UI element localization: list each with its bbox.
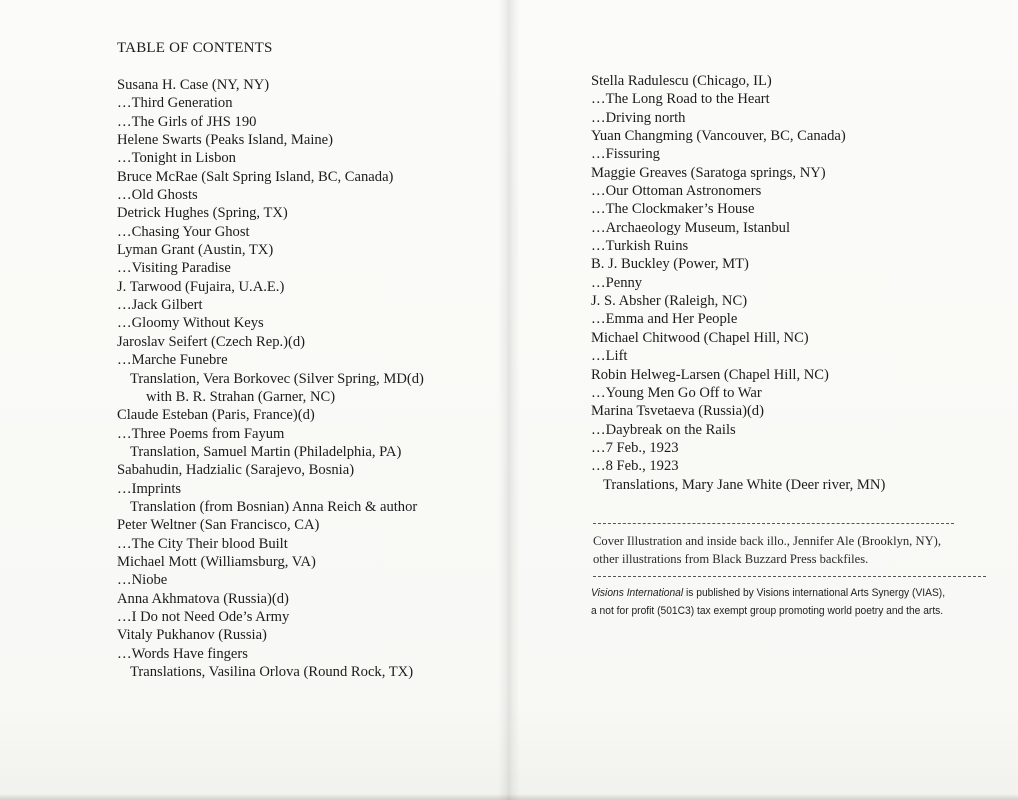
page-bottom-edge [0,794,1018,800]
toc-work-line: …7 Feb., 1923 [591,439,679,456]
toc-work-line: …Chasing Your Ghost [117,223,250,240]
toc-work-line: …Daybreak on the Rails [591,421,736,438]
toc-author-line: Robin Helweg-Larsen (Chapel Hill, NC) [591,366,829,383]
toc-work-line: …The Long Road to the Heart [591,91,770,108]
credits-line-1: Cover Illustration and inside back illo., Jennifer Ale (Brooklyn, NY), [593,534,942,548]
toc-author-line: Peter Weltner (San Francisco, CA) [117,517,320,534]
toc-author-line: Sabahudin, Hadzialic (Sarajevo, Bosnia) [117,462,355,479]
toc-author-line: Stella Radulescu (Chicago, IL) [591,73,772,89]
toc-work-line: …Three Poems from Fayum [117,425,285,442]
toc-work-line: …Jack Gilbert [117,297,203,314]
toc-work-line: …Tonight in Lisbon [117,150,236,167]
illustration-credits [593,533,941,568]
toc-work-line: …The Girls of JHS 190 [117,113,257,130]
toc-author-line: J. Tarwood (Fujaira, U.A.E.) [117,278,285,295]
left-toc-list [117,76,424,681]
notice-line-2: a not for profit (501C3) tax exempt group promoting world poetry and the arts. [591,605,944,617]
toc-author-line: Lyman Grant (Austin, TX) [117,242,274,259]
dashed-divider-top [593,523,954,524]
toc-work-line: …Driving north [591,109,686,126]
toc-work-line: …The Clockmaker’s House [591,201,755,218]
publication-name: Visions International [591,587,684,599]
toc-translation-line: Translation, Vera Borkovec (Silver Spring, MD(d) [130,370,424,387]
toc-work-line: …Visiting Paradise [117,260,231,277]
toc-author-line: Claude Esteban (Paris, France)(d) [117,407,315,424]
toc-work-line: …Marche Funebre [117,352,228,369]
toc-author-line: Michael Mott (Williamsburg, VA) [117,553,316,570]
toc-work-line: …I Do not Need Ode’s Army [117,608,290,625]
toc-work-line: …8 Feb., 1923 [591,458,679,475]
right-toc-list [591,72,885,494]
toc-author-line: Marina Tsvetaeva (Russia)(d) [591,403,764,420]
publisher-notice [591,584,945,620]
toc-translation-line: Translations, Mary Jane White (Deer river, MN) [603,476,886,493]
toc-author-line: B. J. Buckley (Power, MT) [591,256,749,273]
toc-author-line: J. S. Absher (Raleigh, NC) [591,293,748,310]
toc-translation-line: Translations, Vasilina Orlova (Round Rock, TX) [130,664,414,680]
toc-work-line: …Young Men Go Off to War [591,384,762,401]
toc-work-line: …Our Ottoman Astronomers [591,183,762,200]
notice-line-1-rest: is published by Visions international Arts Synergy (VIAS), [683,587,946,599]
toc-work-line: …Fissuring [591,146,660,163]
toc-author-line: Susana H. Case (NY, NY) [117,77,270,93]
toc-author-line: Maggie Greaves (Saratoga springs, NY) [591,164,826,181]
toc-work-line: …Niobe [117,572,168,589]
toc-work-line: …Old Ghosts [117,187,198,204]
toc-author-line: Michael Chitwood (Chapel Hill, NC) [591,329,809,346]
toc-work-line: …Penny [591,274,643,291]
toc-work-line: …Emma and Her People [591,311,738,328]
toc-translation-line: Translation, Samuel Martin (Philadelphia, PA) [130,443,402,460]
toc-author-line: Helene Swarts (Peaks Island, Maine) [117,132,334,149]
toc-author-line: Bruce McRae (Salt Spring Island, BC, Canada) [117,168,394,185]
credits-line-2: other illustrations from Black Buzzard Press backfiles. [593,551,869,566]
toc-work-line: …Turkish Ruins [591,238,689,255]
toc-translation-line: Translation (from Bosnian) Anna Reich & author [130,498,418,515]
toc-author-line: Detrick Hughes (Spring, TX) [117,205,288,222]
toc-work-line: …Third Generation [117,95,233,112]
toc-work-line: …Words Have fingers [117,645,248,662]
toc-title: TABLE OF CONTENTS [117,40,273,56]
toc-translation-cont-line: with B. R. Strahan (Garner, NC) [146,388,336,405]
book-gutter [498,0,520,800]
toc-work-line: …Gloomy Without Keys [117,315,264,332]
toc-author-line: Vitaly Pukhanov (Russia) [117,627,267,644]
toc-work-line: …Archaeology Museum, Istanbul [591,219,791,236]
toc-author-line: Anna Akhmatova (Russia)(d) [117,590,289,607]
toc-author-line: Jaroslav Seifert (Czech Rep.)(d) [117,333,306,350]
toc-author-line: Yuan Changming (Vancouver, BC, Canada) [591,128,846,145]
toc-work-line: …Lift [591,348,628,365]
dashed-divider-bottom [593,576,986,577]
toc-work-line: …Imprints [117,480,182,497]
toc-work-line: …The City Their blood Built [117,535,288,552]
